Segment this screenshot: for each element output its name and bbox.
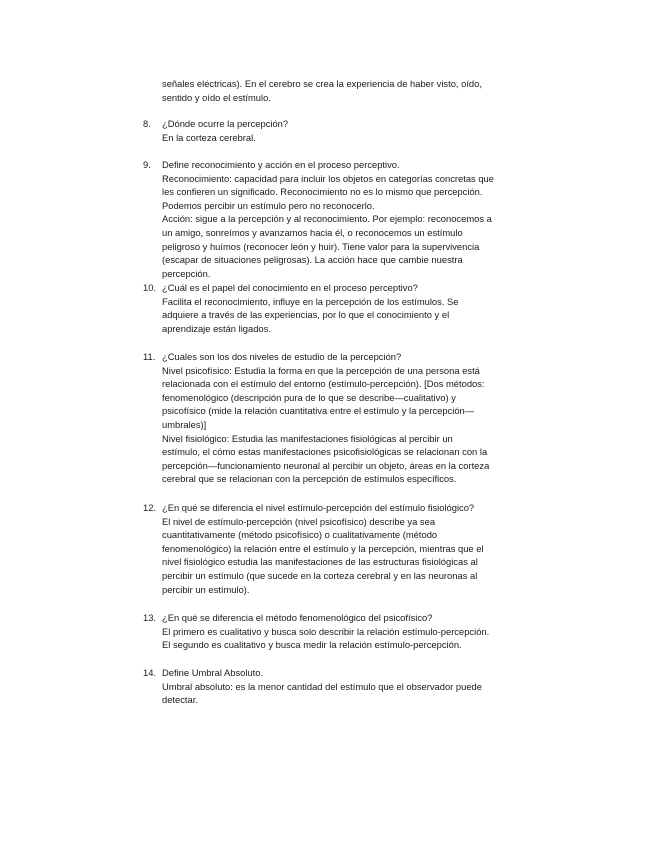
answer-line: cerebral que se relacionan con la percepción de estímulos específicos. — [162, 473, 457, 485]
answer-line: aprendizaje están ligados. — [162, 322, 271, 334]
answer-line: un amigo, sonreímos y avanzamos hacia él, o reconocemos un estímulo — [162, 226, 463, 238]
answer-line: cuantitativamente (método psicofísico) o cualitativamente (método — [162, 529, 438, 541]
answer-line: (escapar de situaciones peligrosas). La acción hace que cambie nuestra — [162, 254, 463, 266]
list-item-12 — [143, 501, 538, 596]
answer-line: fenomenológico) la relación entre el estímulo y la percepción, mientras que el — [162, 542, 484, 554]
list-item-11 — [143, 350, 538, 486]
list-item-10 — [143, 281, 538, 335]
item-answer — [162, 295, 538, 336]
answer-line: Facilita el reconocimiento, influye en la percepción de los estímulos. Se — [162, 295, 459, 307]
answer-line: adquiere a través de las experiencias, por lo que el conocimiento y el — [162, 309, 450, 321]
item-number: 11. — [143, 351, 156, 362]
answer-line: psicofísico (mide la relación cuantitativa entre el estímulo y la percepción— — [162, 405, 475, 417]
item-answer — [162, 625, 538, 652]
answer-line: Reconocimiento: capacidad para incluir los objetos en categorías concretas que — [162, 172, 494, 184]
answer-line: Podemos percibir un estímulo pero no reconocerlo. — [162, 199, 375, 211]
answer-line: estímulo, el cómo estas manifestaciones psicofisiológicas se relacionan con la — [162, 446, 488, 458]
answer-line: En la corteza cerebral. — [162, 131, 256, 143]
answer-line: detectar. — [162, 694, 198, 706]
item-question: ¿Cuales son los dos niveles de estudio de la percepción? — [162, 351, 402, 362]
item-answer — [162, 172, 538, 281]
item-number: 12. — [143, 502, 157, 513]
continuation-paragraph — [162, 77, 532, 104]
answer-line: umbrales)] — [162, 418, 207, 430]
text-line: señales eléctricas). En el cerebro se crea la experiencia de haber visto, oído, — [162, 78, 482, 89]
item-answer — [162, 680, 538, 707]
answer-line: Nivel fisiológico: Estudia las manifestaciones fisiológicas al percibir un — [162, 432, 453, 444]
answer-line: relacionada con el estímulo del entorno (estímulo-percepción). [Dos métodos: — [162, 378, 485, 390]
item-number: 14. — [143, 667, 157, 678]
item-answer — [162, 364, 538, 486]
answer-line: percepción—funcionamiento neuronal al percibir un objeto, áreas en la corteza — [162, 459, 490, 471]
answer-line: El segundo es cualitativo y busca medir la relación estímulo-percepción. — [162, 639, 462, 651]
item-question: Define Umbral Absoluto. — [162, 667, 264, 678]
item-number: 10. — [143, 282, 157, 293]
item-number: 13. — [143, 612, 157, 623]
item-question: ¿En qué se diferencia el nivel estímulo-percepción del estímulo fisiológico? — [162, 502, 475, 513]
answer-line: peligroso y huímos (reconocer león y huir). Tiene valor para la supervivencia — [162, 240, 480, 252]
list-item-8 — [143, 117, 538, 144]
answer-line: fenomenológico (descripción pura de lo que se describe—cualitativo) y — [162, 391, 456, 403]
answer-line: percibir un estímulo (que sucede en la corteza cerebral y en las neuronas al — [162, 569, 478, 581]
item-answer — [162, 515, 538, 597]
answer-line: El primero es cualitativo y busca solo describir la relación estímulo-percepción. — [162, 625, 490, 637]
text-line: sentido y oído el estímulo. — [162, 91, 271, 103]
list-item-13 — [143, 611, 538, 652]
answer-line: percepción. — [162, 267, 211, 279]
answer-line: El nivel de estímulo-percepción (nivel psicofísico) describe ya sea — [162, 515, 436, 527]
answer-line: percibir un estímulo). — [162, 583, 250, 595]
item-question: ¿Dónde ocurre la percepción? — [162, 118, 289, 129]
list-item-9 — [143, 158, 538, 280]
list-item-14 — [143, 666, 538, 707]
answer-line: les confieren un significado. Reconocimiento no es lo mismo que percepción. — [162, 186, 483, 198]
item-question: ¿En qué se diferencia el método fenomenológico del psicofísico? — [162, 612, 433, 623]
answer-line: Umbral absoluto: es la menor cantidad del estímulo que el observador puede — [162, 680, 482, 692]
item-number: 8. — [143, 118, 151, 129]
answer-line: Nivel psicofísico: Estudia la forma en que la percepción de una persona está — [162, 364, 480, 376]
answer-line: Acción: sigue a la percepción y al reconocimiento. Por ejemplo: reconocemos a — [162, 213, 492, 225]
answer-line: nivel fisiológico estudia las manifestaciones de las estructuras fisiológicas al — [162, 556, 478, 568]
item-answer — [162, 131, 538, 145]
item-question: ¿Cuál es el papel del conocimiento en el proceso perceptivo? — [162, 282, 418, 293]
item-question: Define reconocimiento y acción en el proceso perceptivo. — [162, 159, 400, 170]
item-number: 9. — [143, 159, 151, 170]
